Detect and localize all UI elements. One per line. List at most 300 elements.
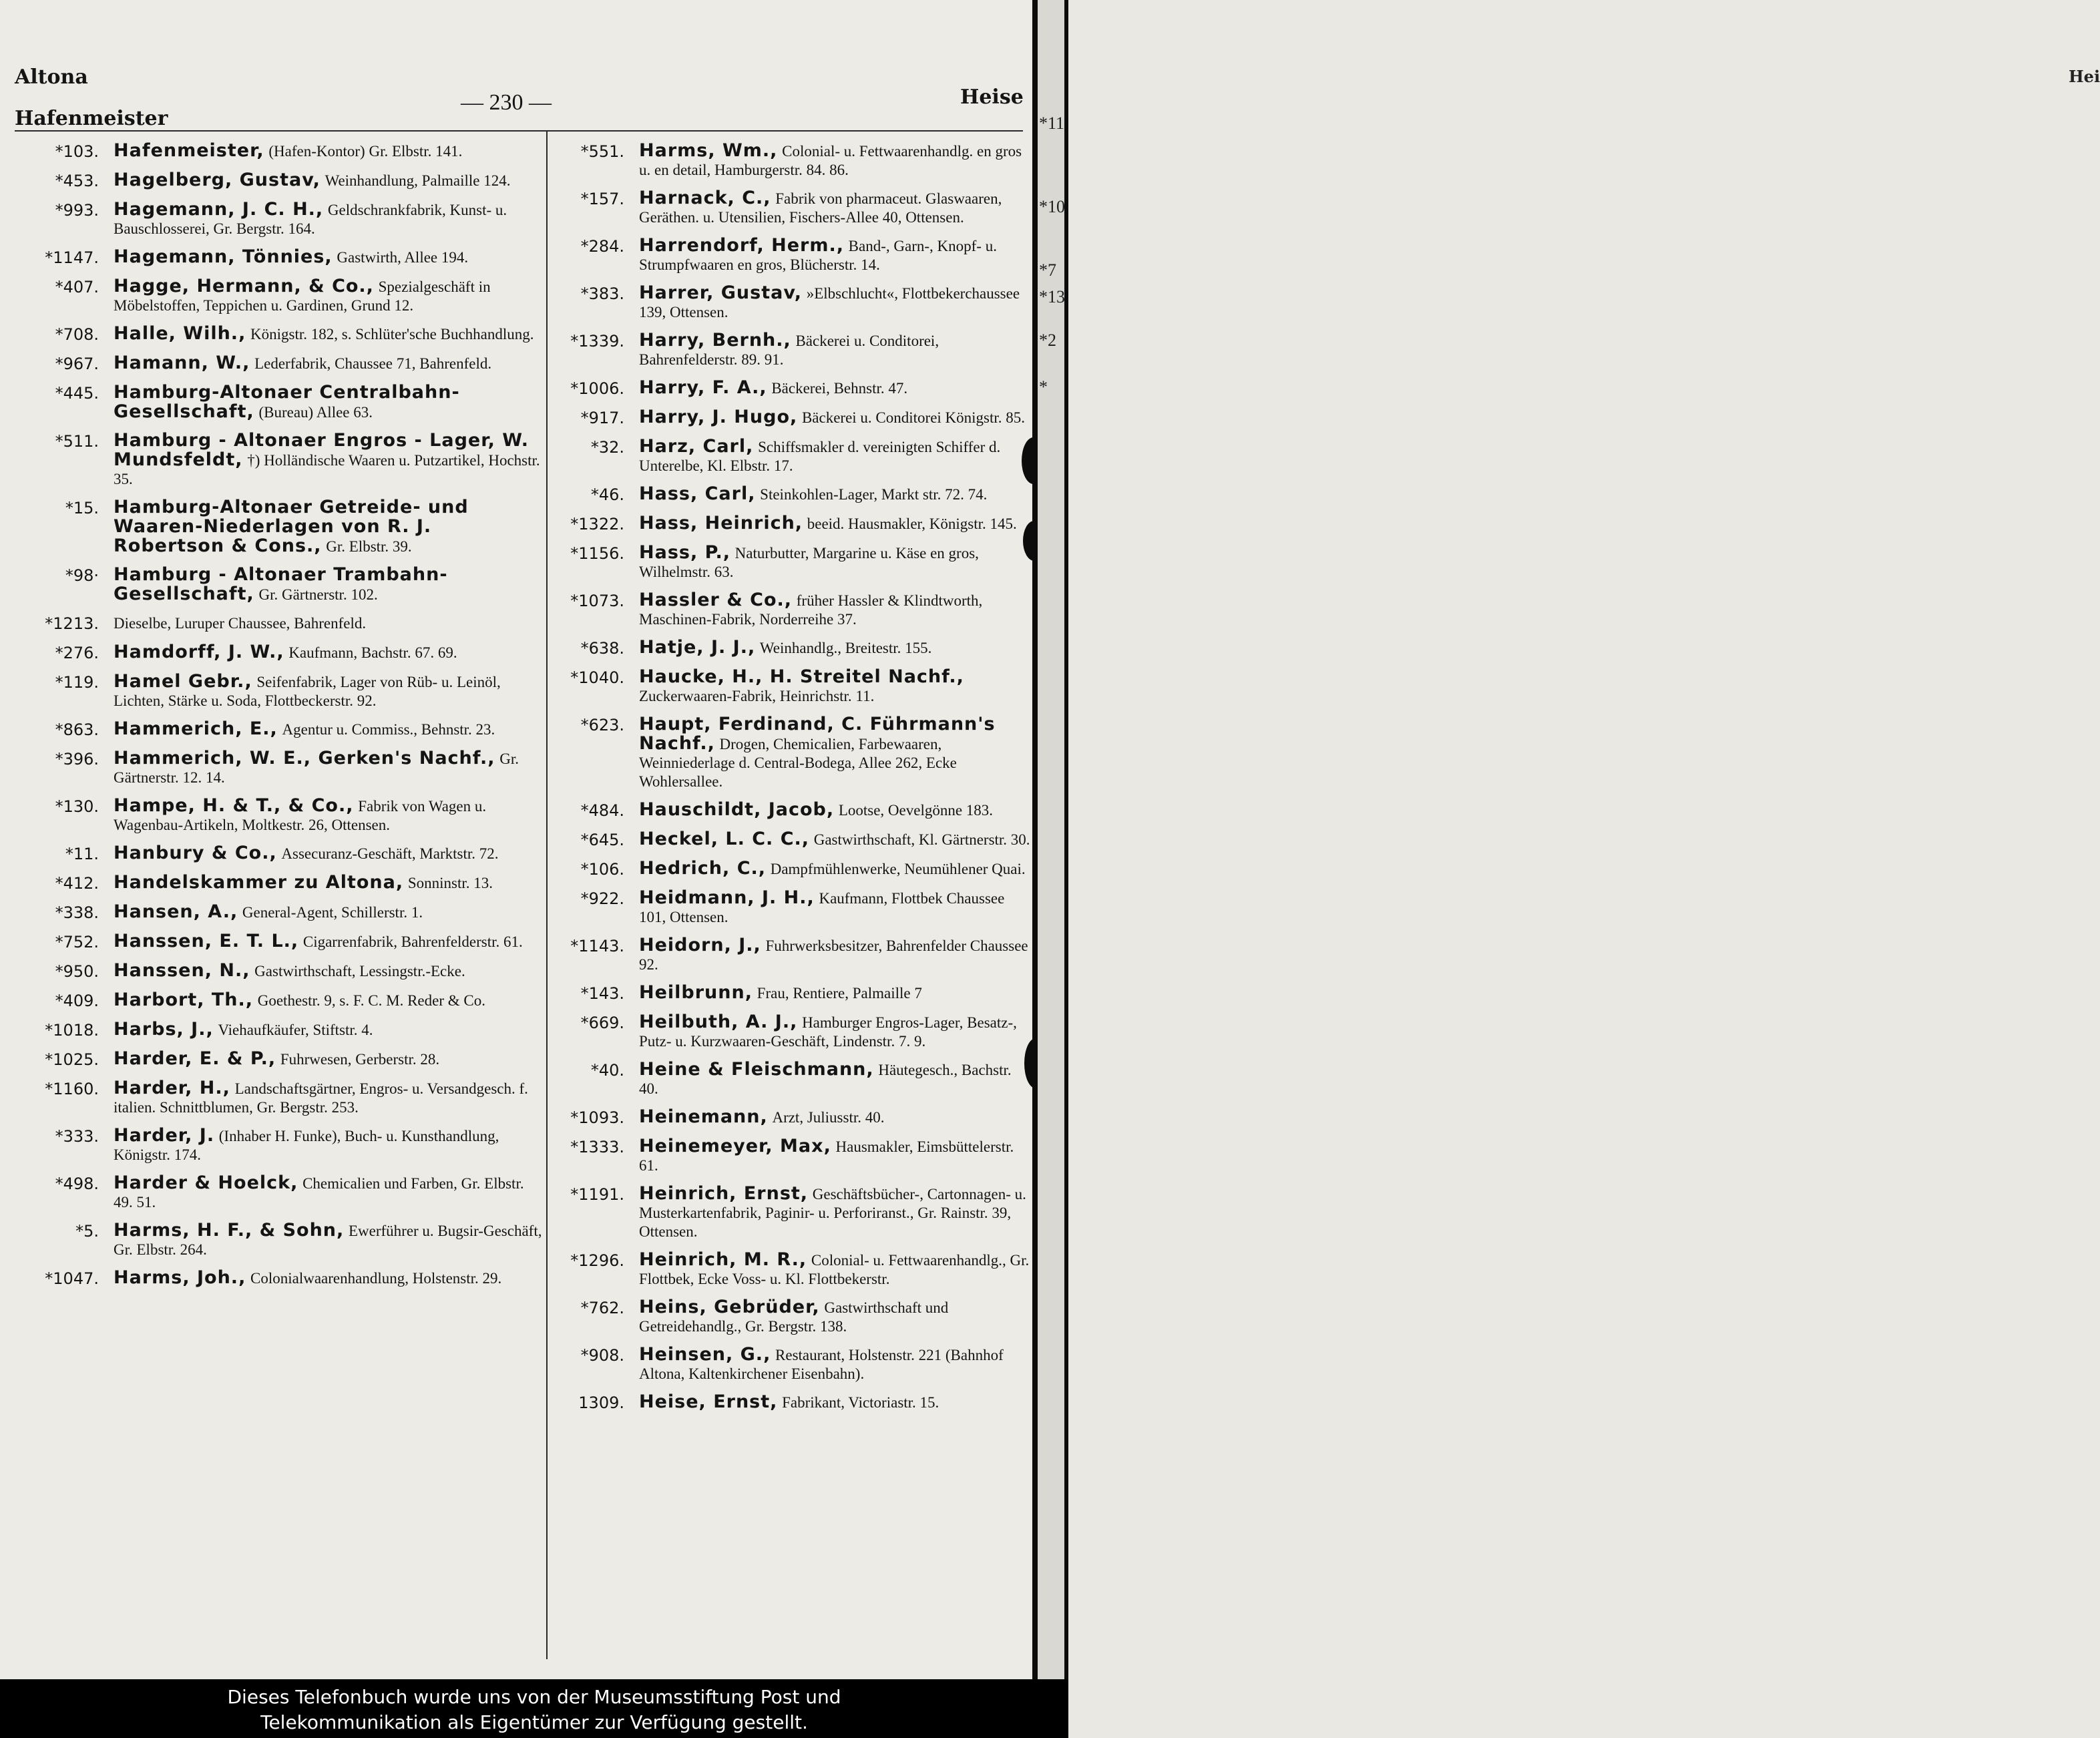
- directory-entry: [534, 715, 1032, 791]
- phone-number: *708.: [55, 325, 99, 344]
- entry-text: [114, 643, 546, 662]
- phone-number: *623.: [580, 716, 624, 734]
- directory-entry: [534, 544, 1032, 582]
- subscriber-details: Colonial- u. Fettwaarenhandlg., Gr. Flottbek, Ecke Voss- u. Kl. Flottbekerstr.: [639, 1252, 1030, 1287]
- subscriber-details: »Elbschlucht«, Flottbekerchaussee 139, Ottensen.: [639, 285, 1020, 320]
- subscriber-name: Hamburg-Altonaer Getreide- und Waaren-Niederlagen von R. J. Robertson & Cons.,: [114, 497, 469, 556]
- subscriber-details: Geschäftsbücher-, Cartonnagen- u. Musterkartenfabrik, Paginir- u. Perforiranst., Gr. Rainstr. 39, Ottensen.: [639, 1186, 1026, 1240]
- subscriber-details: Bäckerei, Behnstr. 47.: [771, 380, 908, 397]
- directory-entry: [12, 672, 546, 710]
- phone-number: *32.: [590, 438, 624, 457]
- subscriber-name: Harrer, Gustav,: [639, 282, 802, 303]
- subscriber-name: Hanssen, N.,: [114, 960, 250, 981]
- subscriber-name: Harbort, Th.,: [114, 990, 254, 1010]
- entry-text: [114, 672, 546, 710]
- subscriber-details: Drogen, Chemicalien, Farbewaaren, Weinniederlage d. Central-Bodega, Allee 262, Ecke Wohlersallee.: [639, 736, 957, 790]
- subscriber-details: Sonninstr. 13.: [407, 875, 493, 891]
- directory-entry: [534, 984, 1032, 1004]
- subscriber-name: Hanbury & Co.,: [114, 843, 277, 863]
- adjacent-page-strip: [1038, 0, 1064, 1679]
- city-header: Altona: [15, 65, 88, 89]
- subscriber-details: (Inhaber H. Funke), Buch- u. Kunsthandlung, Königstr. 174.: [114, 1128, 499, 1163]
- directory-entry: [534, 1251, 1032, 1289]
- subscriber-details: (Hafen-Kontor) Gr. Elbstr. 141.: [268, 143, 463, 160]
- subscriber-details: Häutegesch., Bachstr. 40.: [639, 1062, 1012, 1097]
- entry-text: [114, 1174, 546, 1212]
- directory-entry: [534, 638, 1032, 658]
- entry-text: [114, 1126, 546, 1164]
- phone-number: *645.: [580, 831, 624, 849]
- phone-number: *157.: [580, 190, 624, 208]
- subscriber-details: Steinkohlen-Lager, Markt str. 72. 74.: [760, 486, 988, 503]
- entry-text: [114, 383, 546, 422]
- directory-entry: [12, 277, 546, 315]
- subscriber-name: Hatje, J. J.,: [639, 637, 756, 658]
- entry-text: [639, 801, 1032, 820]
- phone-number: 1309.: [578, 1393, 624, 1412]
- subscriber-details: Weinhandlung, Palmaille 124.: [325, 172, 511, 189]
- entry-text: [639, 1393, 1032, 1412]
- phone-number: *511.: [55, 432, 99, 451]
- entry-text: [639, 485, 1032, 504]
- subscriber-name: Harry, J. Hugo,: [639, 407, 798, 427]
- subscriber-name: Hamburg-Altonaer Centralbahn-Gesellschaft,: [114, 382, 460, 422]
- directory-entry: [12, 1050, 546, 1070]
- subscriber-name: Handelskammer zu Altona,: [114, 872, 404, 893]
- subscriber-details: Agentur u. Commiss., Behnstr. 23.: [282, 721, 495, 738]
- entry-text: [639, 830, 1032, 849]
- entry-text: [114, 431, 546, 489]
- subscriber-details: Kaufmann, Bachstr. 67. 69.: [288, 644, 457, 661]
- phone-number: *1160.: [45, 1080, 99, 1098]
- entry-text: [639, 936, 1032, 974]
- entry-text: [639, 437, 1032, 475]
- phone-number: *1143.: [570, 937, 624, 955]
- subscriber-name: Hammerich, W. E., Gerken's Nachf.,: [114, 748, 495, 769]
- phone-number: *119.: [55, 673, 99, 692]
- entry-text: [639, 1345, 1032, 1383]
- subscriber-name: Hagemann, J. C. H.,: [114, 199, 324, 220]
- phone-number: *15.: [65, 499, 99, 517]
- phone-number: *412.: [55, 874, 99, 893]
- directory-entry: [12, 324, 546, 345]
- entry-text: [114, 614, 546, 633]
- subscriber-name: Harder, H.,: [114, 1078, 230, 1098]
- subscriber-name: Hedrich, C.,: [639, 858, 767, 879]
- subscriber-name: Hamel Gebr.,: [114, 671, 252, 692]
- entry-text: [639, 984, 1032, 1003]
- subscriber-details: Lootse, Oevelgönne 183.: [838, 802, 994, 819]
- adjacent-page-edge: [1032, 0, 2100, 1679]
- entry-text: [114, 248, 546, 267]
- entry-text: [114, 171, 546, 190]
- entry-text: [639, 142, 1032, 180]
- entry-text: [114, 1269, 546, 1288]
- phone-number: *40.: [590, 1061, 624, 1080]
- phone-number: *922.: [580, 889, 624, 908]
- directory-entry: [12, 383, 546, 422]
- subscriber-name: Harbs, J.,: [114, 1019, 214, 1040]
- phone-number: *1213.: [45, 614, 99, 633]
- entry-text: [114, 749, 546, 787]
- subscriber-name: Harms, Joh.,: [114, 1267, 246, 1288]
- directory-entry: [534, 1137, 1032, 1175]
- subscriber-details: Hausmakler, Eimsbüttelerstr. 61.: [639, 1138, 1014, 1174]
- phone-number: *1073.: [570, 592, 624, 610]
- subscriber-name: Heidorn, J.,: [639, 935, 761, 955]
- subscriber-name: Haupt, Ferdinand, C. Führmann's Nachf.,: [639, 714, 996, 754]
- entry-text: [114, 873, 546, 893]
- directory-entry: [12, 498, 546, 556]
- entry-text: [639, 668, 1032, 706]
- phone-number: *143.: [580, 984, 624, 1003]
- entry-text: [114, 200, 546, 238]
- subscriber-details: Gr. Gärtnerstr. 102.: [258, 586, 378, 603]
- phone-number: *276.: [55, 644, 99, 662]
- subscriber-details: Landschaftsgärtner, Engros- u. Versandgesch. f. italien. Schnittblumen, Gr. Bergstr. 253.: [114, 1080, 528, 1116]
- phone-number: *863.: [55, 720, 99, 739]
- phone-number: *1047.: [45, 1269, 99, 1288]
- subscriber-name: Harms, H. F., & Sohn,: [114, 1220, 345, 1241]
- subscriber-details: Goethestr. 9, s. F. C. M. Reder & Co.: [257, 992, 485, 1009]
- subscriber-details: (Bureau) Allee 63.: [258, 404, 373, 421]
- directory-entry: [534, 142, 1032, 180]
- entry-text: [639, 591, 1032, 629]
- directory-entry: [534, 936, 1032, 974]
- subscriber-name: Harrendorf, Herm.,: [639, 235, 844, 256]
- entry-text: [639, 1060, 1032, 1098]
- directory-entry: [12, 142, 546, 162]
- directory-entry: [12, 844, 546, 864]
- subscriber-details: Seifenfabrik, Lager von Rüb- u. Leinöl, Lichten, Stärke u. Soda, Flottbeckerstr. 92.: [114, 674, 501, 709]
- directory-entry: [12, 566, 546, 604]
- left-column: [12, 142, 546, 1298]
- phone-number: *11.: [65, 845, 99, 863]
- subscriber-name: Heine & Fleischmann,: [639, 1059, 874, 1080]
- subscriber-details: Zuckerwaaren-Fabrik, Heinrichstr. 11.: [639, 688, 875, 704]
- subscriber-name: Harry, Bernh.,: [639, 330, 791, 351]
- directory-entry: [12, 1269, 546, 1289]
- entry-text: [114, 932, 546, 951]
- phone-number: *993.: [55, 201, 99, 220]
- phone-number: *106.: [580, 860, 624, 879]
- entry-text: [639, 1137, 1032, 1175]
- last-entry-header: Heise: [960, 85, 1024, 109]
- subscriber-name: Hassler & Co.,: [639, 590, 793, 610]
- directory-entry: [534, 485, 1032, 505]
- subscriber-details: General-Agent, Schillerstr. 1.: [242, 904, 423, 921]
- directory-entry: [12, 1079, 546, 1117]
- phone-number: *1147.: [45, 248, 99, 267]
- subscriber-details: Chemicalien und Farben, Gr. Elbstr. 49. 51.: [114, 1175, 524, 1211]
- subscriber-name: Hagelberg, Gustav,: [114, 170, 321, 190]
- phone-number: *1040.: [570, 668, 624, 687]
- entry-text: [114, 991, 546, 1010]
- subscriber-details: Frau, Rentiere, Palmaille 7: [757, 985, 922, 1002]
- subscriber-details: Gr. Gärtnerstr. 12. 14.: [114, 750, 519, 786]
- entry-text: [639, 379, 1032, 398]
- subscriber-name: Harder, E. & P.,: [114, 1048, 276, 1069]
- directory-entry: [534, 1298, 1032, 1336]
- subscriber-name: Hass, Heinrich,: [639, 513, 803, 533]
- subscriber-details: Colonial- u. Fettwaarenhandlg. en gros u. en detail, Hamburgerstr. 84. 86.: [639, 143, 1022, 178]
- subscriber-name: Heilbuth, A. J.,: [639, 1012, 798, 1032]
- subscriber-name: Hansen, A.,: [114, 901, 238, 922]
- entry-text: [639, 408, 1032, 427]
- directory-entry: [12, 720, 546, 740]
- directory-entry: [534, 830, 1032, 850]
- phone-number: *908.: [580, 1346, 624, 1365]
- directory-entry: [534, 189, 1032, 227]
- phone-number: *498.: [55, 1174, 99, 1193]
- entry-text: [639, 189, 1032, 227]
- directory-entry: [12, 248, 546, 268]
- subscriber-details: Bäckerei u. Conditorei, Bahrenfelderstr. 89. 91.: [639, 333, 939, 368]
- phone-number: *338.: [55, 903, 99, 922]
- entry-text: [114, 797, 546, 835]
- subscriber-name: Hamburg - Altonaer Trambahn-Gesellschaft,: [114, 564, 448, 604]
- phone-number: *453.: [55, 172, 99, 190]
- entry-text: [114, 1050, 546, 1069]
- directory-entry: [12, 1126, 546, 1164]
- subscriber-details: Lederfabrik, Chaussee 71, Bahrenfeld.: [254, 355, 492, 372]
- subscriber-name: Heinemann,: [639, 1106, 768, 1127]
- subscriber-details: Fuhrwerksbesitzer, Bahrenfelder Chaussee 92.: [639, 937, 1028, 973]
- entry-text: [114, 142, 546, 161]
- directory-entry: [12, 797, 546, 835]
- directory-page: [0, 0, 1032, 1679]
- entry-text: [114, 1020, 546, 1040]
- directory-entry: [12, 200, 546, 238]
- directory-entry: [12, 1221, 546, 1259]
- subscriber-details: Band-, Garn-, Knopf- u. Strumpfwaaren en gros, Blücherstr. 14.: [639, 238, 997, 273]
- entry-text: [639, 544, 1032, 582]
- entry-text: [114, 844, 546, 863]
- subscriber-details: Gastwirthschaft, Lessingstr.-Ecke.: [254, 963, 465, 980]
- entry-text: [639, 1251, 1032, 1289]
- directory-entry: [12, 1174, 546, 1212]
- subscriber-name: Hagemann, Tönnies,: [114, 246, 333, 267]
- adjacent-page-header: Hei: [2069, 67, 2100, 86]
- directory-entry: [534, 591, 1032, 629]
- subscriber-name: Harder, J.: [114, 1125, 215, 1146]
- subscriber-name: Hamdorff, J. W.,: [114, 642, 284, 662]
- adjacent-number: *11: [1039, 114, 1065, 133]
- directory-entry: [12, 932, 546, 952]
- subscriber-name: Heinrich, Ernst,: [639, 1183, 809, 1204]
- phone-number: *98·: [65, 566, 99, 585]
- subscriber-details: Spezialgeschäft in Möbelstoffen, Teppichen u. Gardinen, Grund 12.: [114, 278, 491, 314]
- subscriber-name: Hanssen, E. T. L.,: [114, 931, 299, 951]
- adjacent-number: *13: [1039, 287, 1065, 306]
- phone-number: *333.: [55, 1127, 99, 1146]
- subscriber-name: Harz, Carl,: [639, 436, 754, 457]
- subscriber-details: Dieselbe, Luruper Chaussee, Bahrenfeld.: [114, 615, 367, 632]
- directory-entry: [12, 749, 546, 787]
- entry-text: [639, 1184, 1032, 1241]
- phone-number: *950.: [55, 962, 99, 981]
- phone-number: *669.: [580, 1014, 624, 1032]
- subscriber-name: Hagge, Hermann, & Co.,: [114, 276, 374, 296]
- phone-number: *1296.: [570, 1251, 624, 1270]
- entry-text: [114, 903, 546, 922]
- right-column: [534, 142, 1032, 1422]
- phone-number: *1093.: [570, 1108, 624, 1127]
- directory-entry: [534, 379, 1032, 399]
- subscriber-name: Hamburg - Altonaer Engros - Lager, W. Mundsfeldt,: [114, 430, 530, 470]
- subscriber-name: Haucke, H., H. Streitel Nachf.,: [639, 666, 964, 687]
- directory-entry: [534, 801, 1032, 821]
- phone-number: *1006.: [570, 379, 624, 398]
- subscriber-name: Harder & Hoelck,: [114, 1172, 298, 1193]
- subscriber-details: Gastwirthschaft und Getreidehandlg., Gr. Bergstr. 138.: [639, 1299, 949, 1335]
- subscriber-details: Fabrikant, Victoriastr. 15.: [782, 1394, 939, 1411]
- directory-entry: [534, 1184, 1032, 1241]
- entry-text: [639, 889, 1032, 927]
- entry-text: [114, 566, 546, 604]
- subscriber-details: Schiffsmakler d. vereinigten Schiffer d. Unterelbe, Kl. Elbstr. 17.: [639, 439, 1001, 474]
- phone-number: *5.: [75, 1222, 99, 1241]
- subscriber-details: beeid. Hausmakler, Königstr. 145.: [807, 515, 1017, 532]
- subscriber-name: Heinemeyer, Max,: [639, 1136, 831, 1156]
- directory-entry: [534, 1013, 1032, 1051]
- subscriber-name: Heise, Ernst,: [639, 1391, 778, 1412]
- subscriber-details: †) Holländische Waaren u. Putzartikel, Hochstr. 35.: [114, 452, 540, 487]
- phone-number: *638.: [580, 639, 624, 658]
- directory-entry: [534, 1108, 1032, 1128]
- subscriber-name: Hass, P.,: [639, 542, 730, 563]
- subscriber-details: Gr. Elbstr. 39.: [326, 538, 412, 555]
- subscriber-details: Dampfmühlenwerke, Neumühlener Quai.: [770, 861, 1026, 877]
- copyright-footer: [0, 1679, 1068, 1738]
- subscriber-name: Harnack, C.,: [639, 188, 771, 208]
- subscriber-details: Hamburger Engros-Lager, Besatz-, Putz- u. Kurzwaaren-Geschäft, Lindenstr. 7. 9.: [639, 1014, 1017, 1050]
- phone-number: *284.: [580, 237, 624, 256]
- subscriber-name: Hass, Carl,: [639, 483, 756, 504]
- phone-number: *1339.: [570, 332, 624, 351]
- phone-number: *130.: [55, 797, 99, 816]
- subscriber-details: Fuhrwesen, Gerberstr. 28.: [280, 1051, 440, 1068]
- entry-text: [114, 277, 546, 315]
- directory-entry: [534, 437, 1032, 475]
- entry-text: [114, 498, 546, 556]
- phone-number: *1322.: [570, 515, 624, 533]
- phone-number: *445.: [55, 384, 99, 403]
- subscriber-details: Gastwirthschaft, Kl. Gärtnerstr. 30.: [813, 831, 1030, 848]
- subscriber-name: Harms, Wm.,: [639, 140, 778, 161]
- subscriber-name: Heinrich, M. R.,: [639, 1249, 807, 1270]
- phone-number: *1333.: [570, 1138, 624, 1156]
- subscriber-details: Arzt, Juliusstr. 40.: [772, 1109, 885, 1126]
- directory-entry: [534, 1393, 1032, 1413]
- entry-text: [114, 1079, 546, 1117]
- directory-entry: [534, 331, 1032, 369]
- entry-text: [114, 324, 546, 344]
- subscriber-details: Colonialwaarenhandlung, Holstenstr. 29.: [250, 1270, 502, 1287]
- subscriber-details: Ewerführer u. Bugsir-Geschäft, Gr. Elbstr. 264.: [114, 1223, 542, 1258]
- directory-entry: [12, 873, 546, 893]
- subscriber-name: Halle, Wilh.,: [114, 323, 246, 344]
- adjacent-number: *10: [1039, 197, 1065, 216]
- subscriber-name: Heidmann, J. H.,: [639, 887, 815, 908]
- subscriber-details: Assecuranz-Geschäft, Marktstr. 72.: [281, 845, 499, 862]
- directory-entry: [534, 514, 1032, 534]
- directory-entry: [12, 643, 546, 663]
- subscriber-details: Viehaufkäufer, Stiftstr. 4.: [218, 1022, 373, 1038]
- directory-entry: [534, 236, 1032, 274]
- page-number: — 230 —: [461, 90, 552, 115]
- phone-number: *1156.: [570, 544, 624, 563]
- subscriber-name: Heinsen, G.,: [639, 1344, 771, 1365]
- phone-number: *1025.: [45, 1050, 99, 1069]
- directory-entry: [534, 408, 1032, 428]
- phone-number: *917.: [580, 409, 624, 427]
- directory-entry: [12, 1020, 546, 1040]
- phone-number: *1191.: [570, 1185, 624, 1204]
- directory-entry: [12, 354, 546, 374]
- phone-number: *762.: [580, 1299, 624, 1317]
- phone-number: *967.: [55, 355, 99, 373]
- directory-entry: [534, 859, 1032, 879]
- subscriber-name: Hampe, H. & T., & Co.,: [114, 795, 354, 816]
- subscriber-details: Bäckerei u. Conditorei Königstr. 85.: [801, 409, 1026, 426]
- entry-text: [114, 1221, 546, 1259]
- subscriber-details: Gastwirth, Allee 194.: [337, 249, 469, 266]
- entry-text: [639, 236, 1032, 274]
- subscriber-name: Heilbrunn,: [639, 982, 753, 1003]
- phone-number: *103.: [55, 142, 99, 161]
- entry-text: [639, 859, 1032, 879]
- header-rule: [15, 130, 1023, 132]
- phone-number: *383.: [580, 284, 624, 303]
- phone-number: *407.: [55, 278, 99, 296]
- entry-text: [114, 961, 546, 981]
- phone-number: *1018.: [45, 1021, 99, 1040]
- directory-entry: [534, 668, 1032, 706]
- first-entry-header: Hafenmeister: [15, 107, 168, 130]
- adjacent-number: *7: [1039, 260, 1056, 280]
- subscriber-details: Geldschrankfabrik, Kunst- u. Bauschlosserei, Gr. Bergstr. 164.: [114, 202, 507, 237]
- subscriber-name: Harry, F. A.,: [639, 377, 767, 398]
- subscriber-details: Naturbutter, Margarine u. Käse en gros, Wilhelmstr. 63.: [639, 545, 979, 580]
- subscriber-details: Restaurant, Holstenstr. 221 (Bahnhof Altona, Kaltenkirchener Eisenbahn).: [639, 1347, 1004, 1382]
- entry-text: [639, 331, 1032, 369]
- subscriber-name: Heckel, L. C. C.,: [639, 829, 810, 849]
- directory-entry: [12, 903, 546, 923]
- subscriber-name: Hammerich, E.,: [114, 718, 278, 739]
- phone-number: *752.: [55, 933, 99, 951]
- entry-text: [639, 1013, 1032, 1051]
- phone-number: *484.: [580, 801, 624, 820]
- entry-text: [639, 284, 1032, 322]
- directory-entry: [12, 171, 546, 191]
- directory-entry: [12, 961, 546, 982]
- directory-entry: [12, 614, 546, 634]
- subscriber-details: Kaufmann, Flottbek Chaussee 101, Ottensen.: [639, 890, 1005, 925]
- entry-text: [114, 720, 546, 739]
- directory-entry: [534, 1060, 1032, 1098]
- subscriber-name: Hamann, W.,: [114, 353, 250, 373]
- entry-text: [114, 354, 546, 373]
- phone-number: *551.: [580, 142, 624, 161]
- subscriber-details: Fabrik von Wagen u. Wagenbau-Artikeln, Moltkestr. 26, Ottensen.: [114, 798, 487, 833]
- directory-entry: [534, 284, 1032, 322]
- subscriber-details: Weinhandlg., Breitestr. 155.: [759, 640, 932, 656]
- subscriber-details: Fabrik von pharmaceut. Glaswaaren, Geräthen. u. Utensilien, Fischers-Allee 40, Ottensen.: [639, 190, 1002, 226]
- phone-number: *409.: [55, 992, 99, 1010]
- subscriber-name: Hafenmeister,: [114, 140, 264, 161]
- entry-text: [639, 1298, 1032, 1336]
